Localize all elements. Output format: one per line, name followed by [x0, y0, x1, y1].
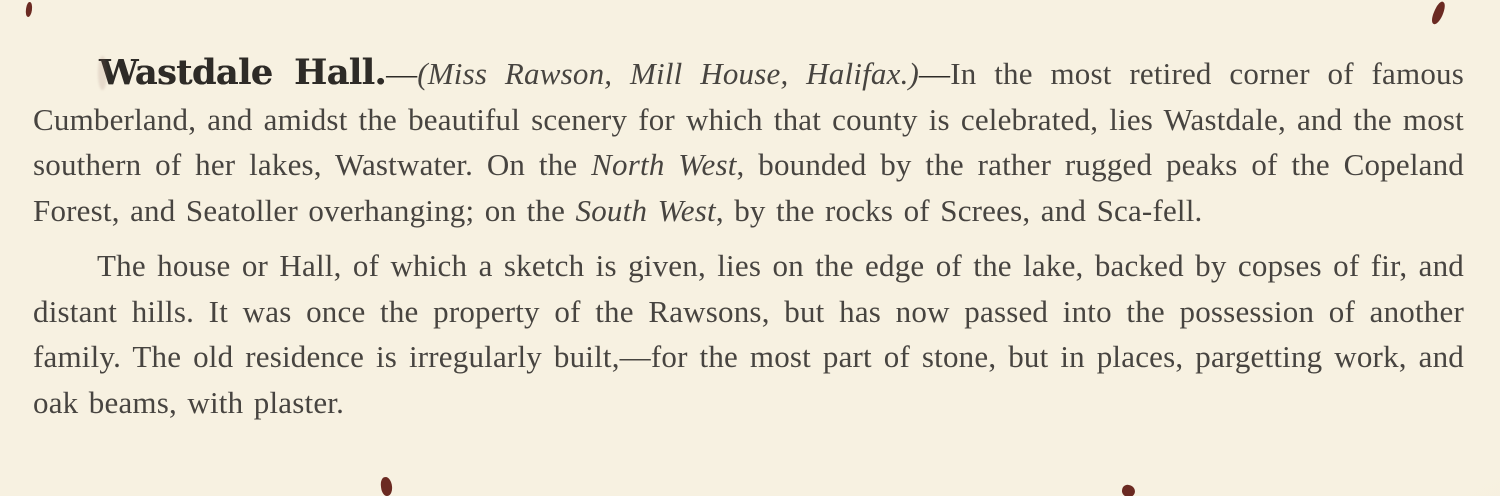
ink-mark-bottom-right: [1121, 484, 1136, 496]
paper-smudge-artifact: [98, 56, 107, 90]
title-separator-dash: —: [386, 56, 418, 91]
place-south-west: South West: [575, 192, 716, 228]
entry-title: Wastdale Hall.: [99, 52, 387, 93]
paragraph-wastdale-intro: [33, 50, 1464, 233]
credit-separator-dash: —: [919, 56, 951, 91]
place-north-west: North West: [591, 147, 737, 182]
para1-text-2: , bounded by the rather rugged peaks of the Copeland Forest, and Seatoller overhanging; on the: [33, 147, 1464, 228]
para1-text-3: , by the rocks of Screes, and Sca-fell.: [715, 192, 1203, 228]
ink-mark-top-right: [1430, 0, 1448, 26]
paragraph-house-description: The house or Hall, of which a sketch is given, lies on the edge of the lake, backed by copses of fir, and distant hills. It was once the property of the Rawsons, but has now passed into the possession of another family. The old residence is irregularly built,—for the most part of stone, but in places, pargetting work, and oak beams, with plaster.: [33, 248, 1464, 420]
ink-mark-top-left: [25, 2, 33, 18]
scanned-book-page: [33, 50, 1464, 425]
para1-text-1: In the most retired corner of famous Cumberland, and amidst the beautiful scenery for which that county is celebrated, lies Wastdale, and the most southern of her lakes, Wastwater. On the: [33, 56, 1464, 182]
ink-mark-bottom-left: [380, 476, 393, 496]
entry-credit: (Miss Rawson, Mill House, Halifax.): [417, 56, 920, 91]
